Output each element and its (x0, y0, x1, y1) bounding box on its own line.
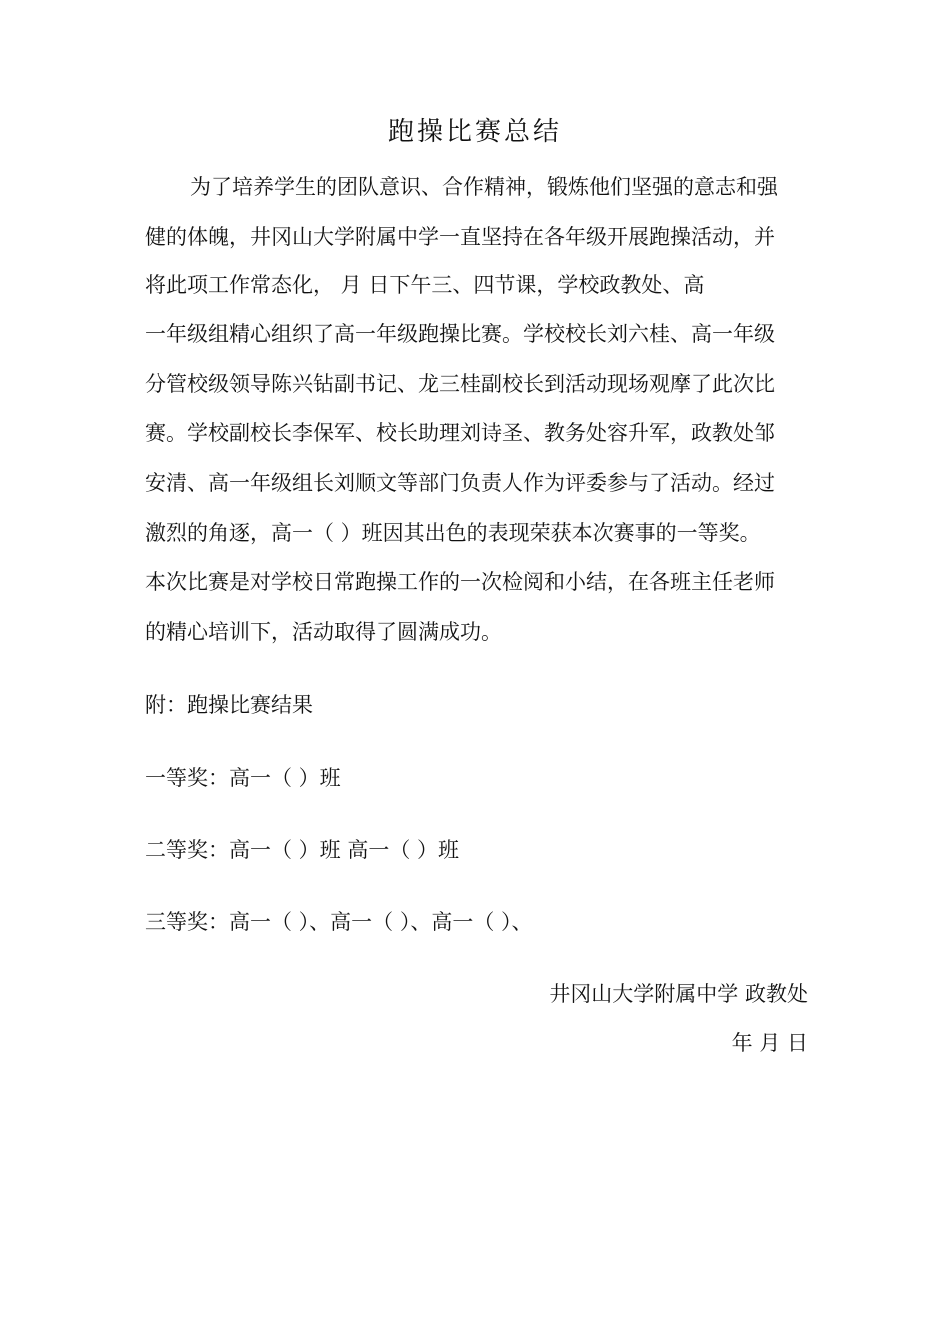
signature-organization: 井冈山大学附属中学 政教处 (549, 982, 808, 1006)
document-title: 跑操比赛总结 (387, 117, 562, 147)
appendix-heading: 附：跑操比赛结果 (145, 693, 313, 717)
body-line-6: 赛。学校副校长李保军、校长助理刘诗圣、教务处容升军，政教处邹 (145, 421, 775, 445)
third-prize-line: 三等奖：高一（ ）、高一（ ）、高一（ ）、 (145, 910, 533, 934)
body-line-1: 为了培养学生的团队意识、合作精神，锻炼他们坚强的意志和强 (190, 175, 778, 199)
body-line-5: 分管校级领导陈兴钻副书记、龙三桂副校长到活动现场观摩了此次比 (145, 372, 775, 396)
body-line-3: 将此项工作常态化， 月 日下午三、四节课，学校政教处、高 (145, 273, 705, 297)
second-prize-line: 二等奖：高一（ ）班 高一（ ）班 (145, 838, 460, 862)
body-line-9: 本次比赛是对学校日常跑操工作的一次检阅和小结，在各班主任老师 (145, 570, 775, 594)
signature-date: 年 月 日 (731, 1031, 808, 1055)
body-line-8: 激烈的角逐，高一（ ）班因其出色的表现荣获本次赛事的一等奖。 (145, 521, 761, 545)
body-line-7: 安清、高一年级组长刘顺文等部门负责人作为评委参与了活动。经过 (145, 471, 775, 495)
body-line-10: 的精心培训下，活动取得了圆满成功。 (145, 620, 502, 644)
body-line-4: 一年级组精心组织了高一年级跑操比赛。学校校长刘六桂、高一年级 (145, 322, 775, 346)
first-prize-line: 一等奖：高一（ ）班 (145, 766, 341, 790)
body-line-2: 健的体魄，井冈山大学附属中学一直坚持在各年级开展跑操活动，并 (145, 225, 775, 249)
